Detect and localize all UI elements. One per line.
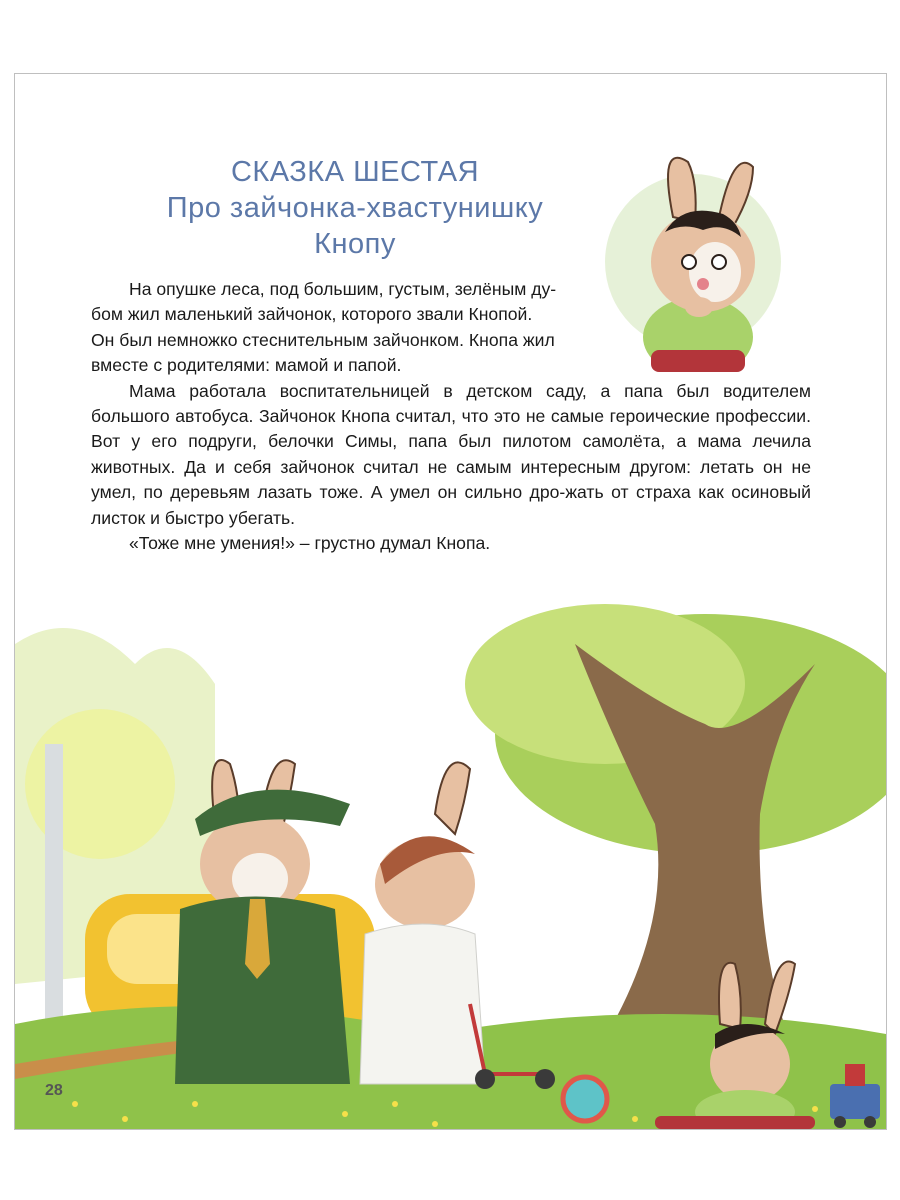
story-line: бом жил маленький зайчонок, которого звали Кнопой. <box>91 304 533 325</box>
story-line: вместе с родителями: мамой и папой. <box>91 355 402 376</box>
story-title <box>165 154 545 262</box>
story-paragraph-3: «Тоже мне умения!» – грустно думал Кнопа. <box>129 533 491 554</box>
book-page <box>14 73 887 1130</box>
story-line: На опушке леса, под большим, густым, зелёным ду- <box>129 279 557 299</box>
story-text <box>91 277 811 556</box>
title-line-3: Кнопу <box>314 228 396 260</box>
title-line-2: Про зайчонка-хвастунишку <box>166 192 544 224</box>
story-paragraph-1 <box>91 277 635 379</box>
page-number: 28 <box>45 1082 63 1099</box>
story-paragraph-2: Мама работала воспитательницей в детском саду, а папа был водителем большого автобуса. Зайчонок Кнопа считал, что это не самые героические профессии. Вот у его подруги, белочки Симы, папа был пилотом самолёта, а мама лечила животных. Да и себя зайчонок считал не самым интересным другом: летать он не умел, по деревьям лазать тоже. А умел он сильно дро-жать от страха как осиновый листок и быстро убегать. <box>91 380 811 528</box>
birch-trunk <box>45 744 63 1044</box>
striped-ball <box>563 1077 607 1121</box>
portrait-left-eye <box>682 255 696 269</box>
story-line: Он был немножко стеснительным зайчонком. Кнопа жил <box>91 329 555 350</box>
title-line-1: СКАЗКА ШЕСТАЯ <box>230 156 480 188</box>
portrait-right-eye <box>712 255 726 269</box>
forest-scene-illustration <box>15 564 886 1129</box>
